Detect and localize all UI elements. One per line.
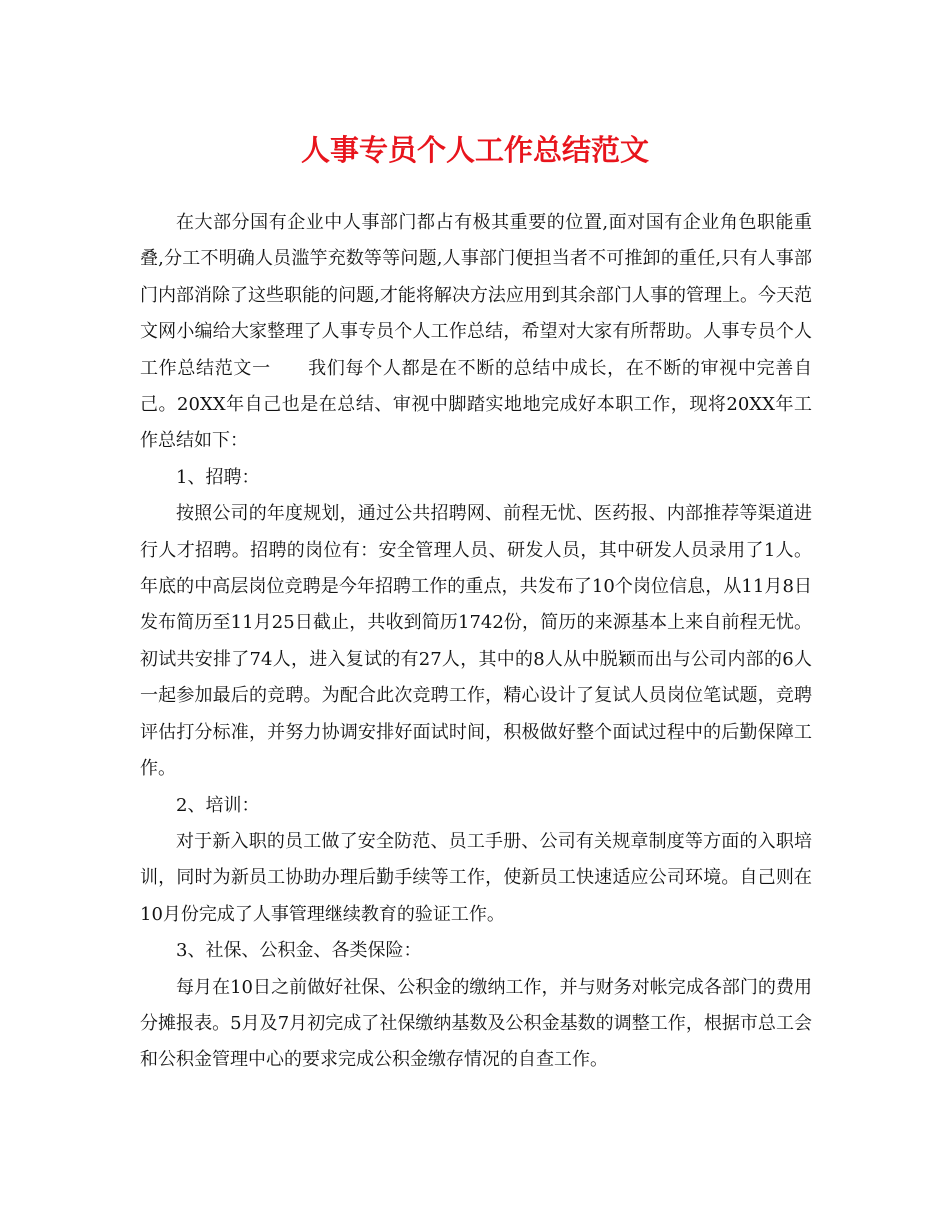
heading-training: 2、培训： [176, 794, 260, 816]
heading-social-insurance: 3、社保、公积金、各类保险： [176, 940, 422, 962]
paragraph-social-insurance: 每月在10日之前做好社保、公积金的缴纳工作，并与财务对帐完成各部门的费用分摊报表。5月及7月初完成了社保缴纳基数及公积金基数的调整工作，根据市总工会和公积金管理中心的要求完成公积金缴存情况的自查工作。 [140, 976, 812, 1071]
paragraph-training: 对于新入职的员工做了安全防范、员工手册、公司有关规章制度等方面的入职培训，同时为新员工协助办理后勤手续等工作，使新员工快速适应公司环境。自己则在10月份完成了人事管理继续教育的验证工作。 [140, 830, 812, 925]
paragraph-intro: 在大部分国有企业中人事部门都占有极其重要的位置,面对国有企业角色职能重叠,分工不明确人员滥竽充数等等问题,人事部门便担当者不可推卸的重任,只有人事部门内部消除了这些职能的问题,才能将解决方法应用到其余部门人事的管理上。今天范文网小编给大家整理了人事专员个人工作总结，希望对大家有所帮助。人事专员个人工作总结范文一 我们每个人都是在不断的总结中成长，在不断的审视中完善自己。20XX年自己也是在总结、审视中脚踏实地地完成好本职工作，现将20XX年工作总结如下： [140, 212, 812, 452]
heading-recruitment: 1、招聘： [176, 466, 260, 488]
paragraph-recruitment: 按照公司的年度规划，通过公共招聘网、前程无忧、医药报、内部推荐等渠道进行人才招聘。招聘的岗位有：安全管理人员、研发人员，其中研发人员录用了1人。年底的中高层岗位竞聘是今年招聘工作的重点，共发布了10个岗位信息，从11月8日发布简历至11月25日截止，共收到简历1742份，简历的来源基本上来自前程无忧。初试共安排了74人，进入复试的有27人，其中的8人从中脱颖而出与公司内部的6人一起参加最后的竞聘。为配合此次竞聘工作，精心设计了复试人员岗位笔试题，竞聘评估打分标准，并努力协调安排好面试时间，积极做好整个面试过程中的后勤保障工作。 [140, 503, 812, 780]
document-body [140, 205, 812, 1079]
document-title: 人事专员个人工作总结范文 [300, 133, 649, 167]
